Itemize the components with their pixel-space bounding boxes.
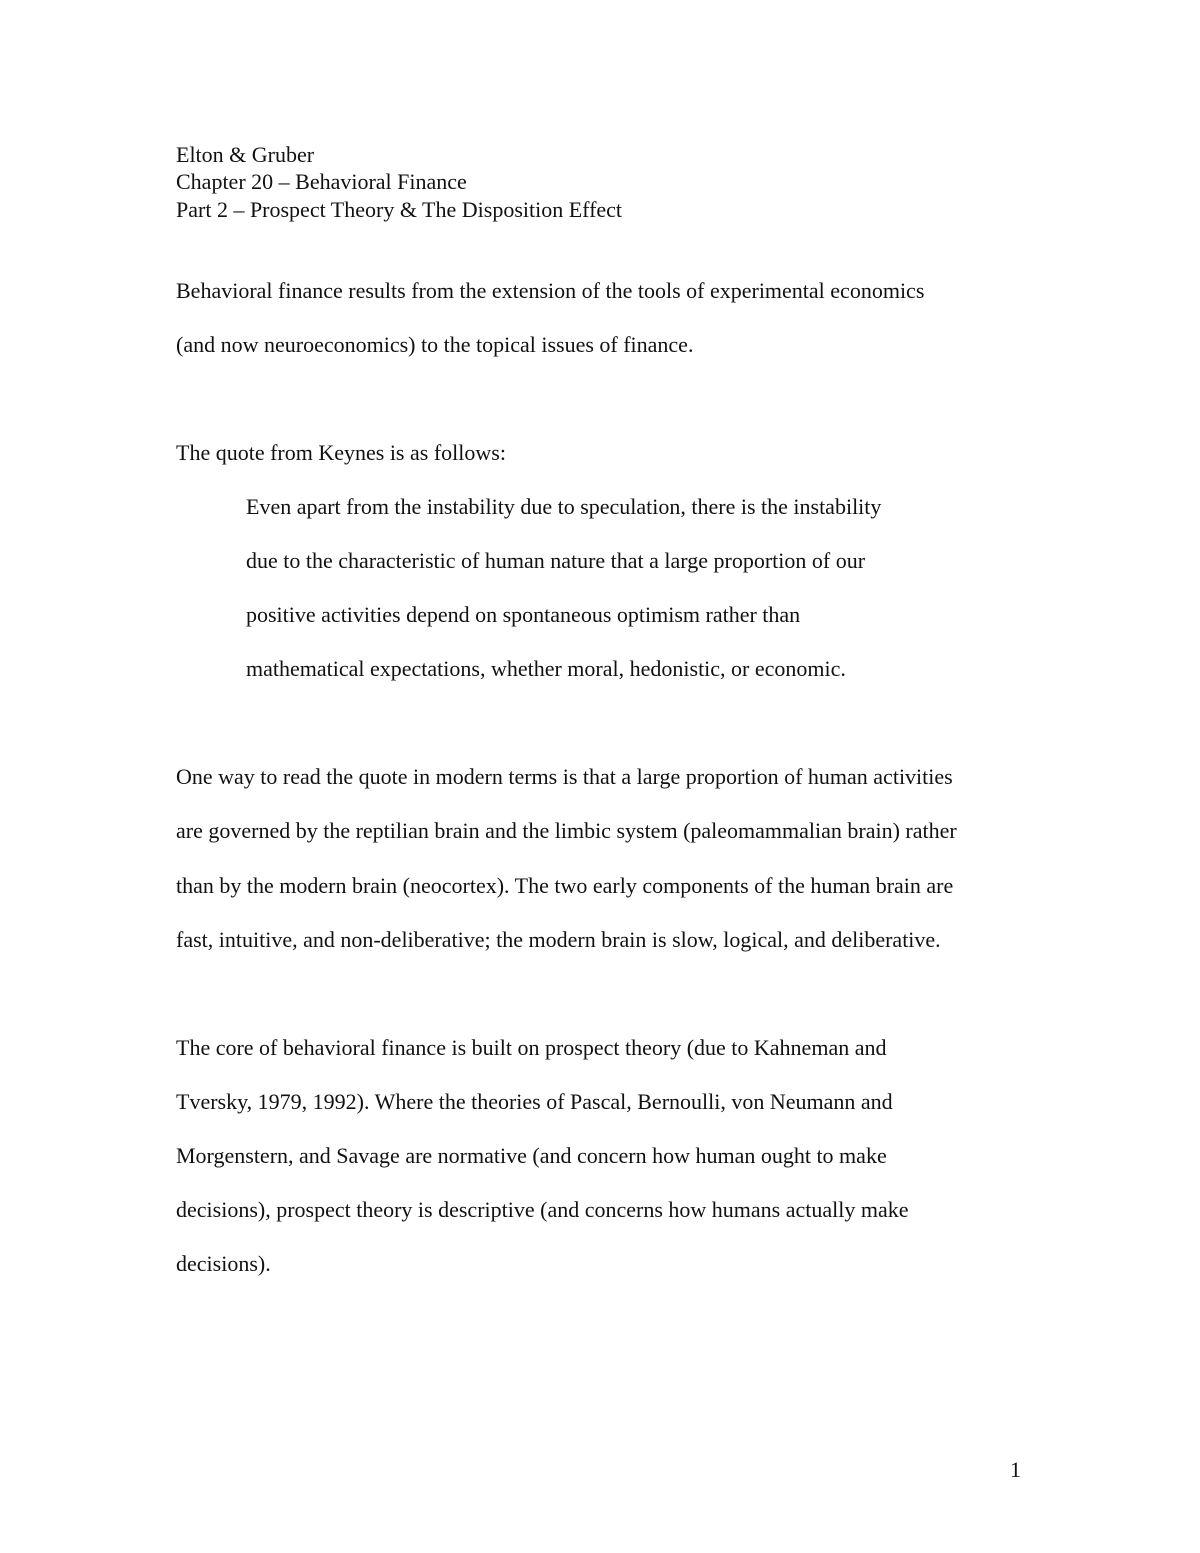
- quote-line: due to the characteristic of human nature that a large proportion of our: [246, 548, 866, 573]
- paragraph-line: The core of behavioral finance is built on prospect theory (due to Kahneman and: [176, 1035, 887, 1060]
- paragraph-line: fast, intuitive, and non-deliberative; the modern brain is slow, logical, and deliberative.: [176, 927, 941, 952]
- header-chapter: Chapter 20 – Behavioral Finance: [176, 169, 467, 194]
- quote-intro: The quote from Keynes is as follows:: [176, 440, 506, 465]
- quote-line: positive activities depend on spontaneous optimism rather than: [246, 602, 801, 627]
- quote-line: Even apart from the instability due to speculation, there is the instability: [246, 494, 882, 519]
- quote-line: mathematical expectations, whether moral, hedonistic, or economic.: [246, 656, 846, 681]
- paragraph-line: decisions).: [176, 1251, 271, 1276]
- page-number: 1: [1010, 1457, 1021, 1482]
- paragraph-line: Tversky, 1979, 1992). Where the theories of Pascal, Bernoulli, von Neumann and: [176, 1089, 893, 1114]
- paragraph-line: decisions), prospect theory is descriptive (and concerns how humans actually make: [176, 1197, 909, 1222]
- paragraph-line: Morgenstern, and Savage are normative (and concern how human ought to make: [176, 1143, 887, 1168]
- paragraph-line: are governed by the reptilian brain and the limbic system (paleomammalian brain) rather: [176, 818, 957, 843]
- header-part: Part 2 – Prospect Theory & The Disposition Effect: [176, 197, 623, 222]
- header-authors: Elton & Gruber: [176, 142, 315, 167]
- paragraph-line: Behavioral finance results from the extension of the tools of experimental economics: [176, 278, 925, 303]
- paragraph-line: One way to read the quote in modern terms is that a large proportion of human activities: [176, 764, 953, 789]
- paragraph-line: (and now neuroeconomics) to the topical issues of finance.: [176, 332, 694, 357]
- paragraph-line: than by the modern brain (neocortex). The two early components of the human brain are: [176, 873, 954, 898]
